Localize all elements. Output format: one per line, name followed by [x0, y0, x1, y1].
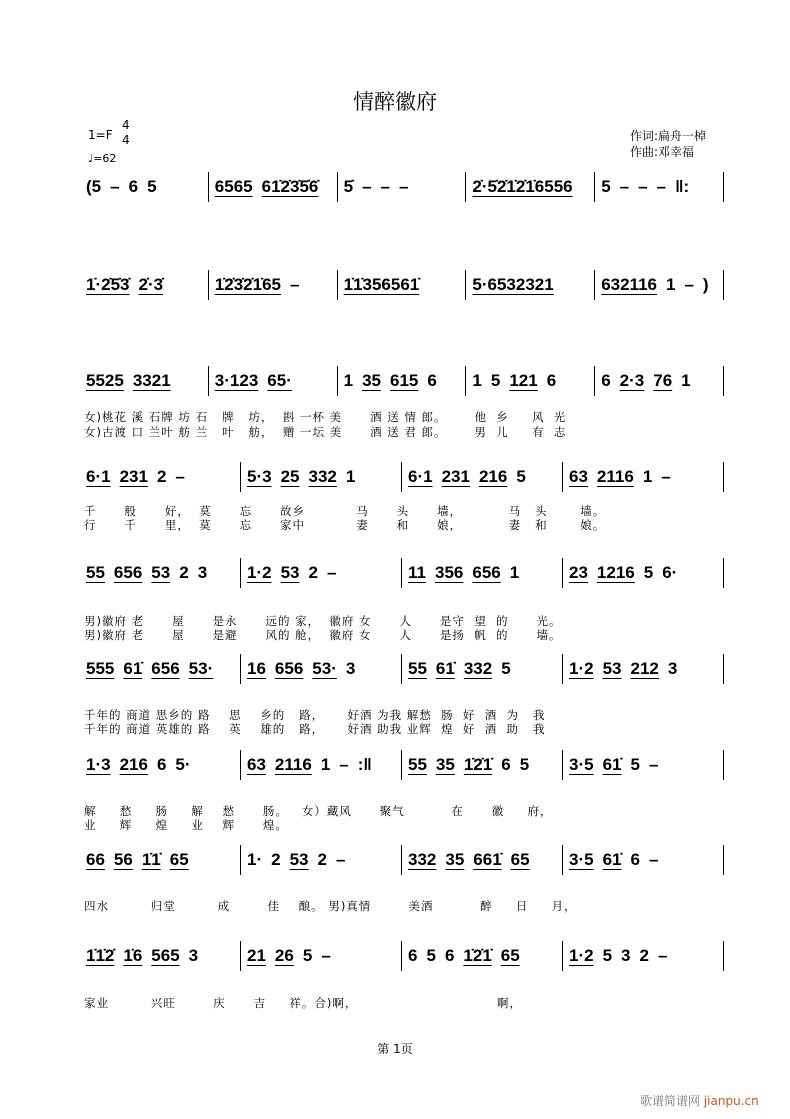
measure: [80, 462, 240, 492]
note-group: 1̇2̇1̇: [463, 755, 493, 774]
note-group: 5̇: [343, 177, 354, 196]
note-group: 53: [280, 563, 300, 582]
score-system: [80, 845, 728, 875]
measure: [594, 366, 723, 396]
score-system: [80, 941, 728, 971]
note-group: 5·3: [247, 467, 272, 486]
note-group: 53·: [188, 659, 214, 678]
note-group: 2·3: [619, 371, 645, 390]
note-group: 65·: [267, 371, 292, 390]
note-group: 1̇2̇1̇: [463, 946, 492, 965]
note-group: 6: [501, 755, 511, 774]
lyric-line: 解 愁 肠 解 愁 肠。 女）藏风 聚气 在 徽 府，: [84, 804, 553, 818]
note-group: –: [619, 177, 630, 196]
note-group: 5: [630, 755, 640, 774]
score-system: [80, 558, 728, 588]
note-group: 332: [308, 467, 337, 486]
note-group: 6: [427, 371, 437, 390]
measure: [240, 750, 401, 780]
barline: [723, 941, 728, 971]
note-group: 5: [601, 177, 611, 196]
measure: [465, 366, 594, 396]
note-group: 2: [308, 563, 318, 582]
time-top: 4: [122, 118, 130, 132]
note-group: 5: [602, 946, 613, 965]
barline: [723, 172, 728, 202]
note-group: 212: [630, 659, 659, 678]
measure: [401, 750, 562, 780]
note-group: –: [661, 467, 671, 486]
note-group: –: [656, 177, 667, 196]
note-group: 656: [151, 659, 180, 678]
note-group: –: [648, 755, 659, 774]
lyric-line: 行 千 里， 莫 忘 家中 妻 和 娘， 妻 和 娘。: [84, 518, 606, 532]
note-group: 5: [302, 946, 313, 965]
note-group: –: [321, 946, 331, 965]
note-group: 35: [362, 371, 381, 390]
note-group: 6·: [662, 563, 678, 582]
note-group: 3·5: [569, 755, 594, 774]
watermark-url: jianpu.cn: [703, 1094, 759, 1108]
score-system: [80, 172, 728, 202]
note-group: 5: [643, 563, 654, 582]
note-group: 5: [516, 467, 526, 486]
note-group: 2: [271, 850, 281, 869]
lyric-line: 千年的 商道 英雄的 路 英 雄的 路， 好酒 助我 业辉 煌 好 酒 助 我: [84, 722, 546, 736]
note-group: 16: [247, 659, 266, 678]
note-group: 3·5: [569, 850, 594, 869]
note-group: 53: [602, 659, 622, 678]
note-group: 76: [653, 371, 673, 390]
measure: [401, 558, 562, 588]
note-group: –: [399, 177, 409, 196]
note-group: 61̇: [602, 755, 622, 774]
measure: [562, 462, 723, 492]
measure: [562, 845, 723, 875]
note-group: 656: [274, 659, 304, 678]
note-group: 61̇: [435, 659, 455, 678]
note-group: 1: [343, 371, 354, 390]
watermark-text: 歌谱简谱网: [640, 1094, 701, 1108]
score-system: [80, 462, 728, 492]
note-group: 11: [408, 563, 426, 582]
measure: [337, 270, 466, 300]
note-group: 5: [426, 946, 436, 965]
note-group: 63: [569, 467, 588, 486]
measure: [562, 941, 723, 971]
note-group: 61̇2̇3̇5̇6̇: [261, 177, 319, 196]
note-group: 35: [435, 755, 455, 774]
note-group: 3·123: [214, 371, 259, 390]
measure: [465, 270, 594, 300]
measure: [594, 270, 723, 300]
note-group: –: [326, 563, 337, 582]
note-group: 216: [478, 467, 508, 486]
note-group: 1·2: [247, 563, 272, 582]
note-group: 2116: [274, 755, 312, 774]
barline: [723, 750, 728, 780]
note-group: 6: [444, 946, 455, 965]
note-group: 61̇: [602, 850, 622, 869]
lyric-line: 女)古渡 口 兰叶 舫 兰 叶 舫， 赠 一坛 美 酒 送 君 郎。 男 儿 有 志: [84, 425, 567, 439]
note-group: 3321: [132, 371, 171, 390]
note-group: 53: [151, 563, 171, 582]
note-group: 1: [681, 371, 691, 390]
measure: [594, 172, 723, 202]
note-group: 55: [86, 563, 105, 582]
note-group: 3: [197, 563, 208, 582]
note-group: 65: [169, 850, 189, 869]
note-group: 565: [151, 946, 180, 965]
note-group: –: [684, 275, 694, 294]
note-group: 5·: [175, 755, 191, 774]
measure: [562, 558, 723, 588]
note-group: 615: [389, 371, 419, 390]
note-group: 6: [630, 850, 640, 869]
barline: [723, 845, 728, 875]
note-group: 1̇1̇2̇: [86, 946, 115, 965]
note-group: 1: [665, 275, 676, 294]
note-group: 1·2: [569, 659, 594, 678]
lyric-line: 男)徽府 老 屋 是永 远的 家， 徽府 女 人 是守 望 的 光。: [84, 614, 562, 628]
measure: [80, 845, 240, 875]
barline: [723, 462, 728, 492]
measure: [80, 750, 240, 780]
note-group: 23: [569, 563, 588, 582]
note-group: –: [289, 275, 300, 294]
note-group: 121: [509, 371, 538, 390]
note-group: 55: [408, 659, 427, 678]
credits: [630, 128, 706, 160]
measure: [80, 558, 240, 588]
note-group: (5: [86, 177, 102, 196]
measure: [208, 172, 337, 202]
note-group: 231: [119, 467, 148, 486]
watermark: [640, 1092, 759, 1109]
measure: [240, 558, 401, 588]
measure: [337, 366, 466, 396]
measure: [401, 845, 562, 875]
lyric-line: 家业 兴旺 庆 吉 祥。合)啊， 啊，: [84, 996, 523, 1010]
lyric-line: 千年的 商道 思乡的 路 思 乡的 路， 好酒 为我 解愁 肠 好 酒 为 我: [84, 708, 546, 722]
note-group: 6: [408, 946, 418, 965]
note-group: 6·1: [86, 467, 111, 486]
note-group: 1: [320, 755, 331, 774]
note-group: –: [110, 177, 120, 196]
note-group: 6565: [214, 177, 253, 196]
note-group: 35: [445, 850, 465, 869]
lyric-line: 女)桃花 溪 石牌 坊 石 牌 坊， 斟 一杯 美 酒 送 情 郎。 他 乡 风 光: [84, 410, 567, 424]
score-system: [80, 366, 728, 396]
note-group: 1: [345, 467, 356, 486]
note-group: 1·2: [569, 946, 594, 965]
note-group: 5: [490, 371, 501, 390]
note-group: –: [335, 850, 346, 869]
note-group: –: [362, 177, 372, 196]
measure: [80, 366, 208, 396]
measure: [401, 654, 562, 684]
measure: [337, 172, 466, 202]
note-group: 5: [147, 177, 157, 196]
note-group: –: [380, 177, 390, 196]
note-group: 26: [274, 946, 294, 965]
score-system: [80, 654, 728, 684]
note-group: 555: [86, 659, 115, 678]
note-group: 332: [408, 850, 437, 869]
note-group: 25: [280, 467, 300, 486]
note-group: 632116: [601, 275, 657, 294]
note-group: 3: [188, 946, 199, 965]
measure: [562, 750, 723, 780]
note-group: 53·: [312, 659, 337, 678]
lyricist: 作词:扁舟一棹: [630, 129, 707, 143]
time-bottom: 4: [122, 133, 130, 147]
note-group: 1: [642, 467, 653, 486]
note-group: 216: [119, 755, 148, 774]
note-group: 2: [317, 850, 327, 869]
score-system: [80, 750, 728, 780]
note-group: ): [702, 275, 709, 294]
note-group: 3: [667, 659, 678, 678]
note-group: 61̇: [123, 659, 143, 678]
note-group: 65: [510, 850, 530, 869]
note-group: 5: [519, 755, 530, 774]
note-group: –: [648, 850, 659, 869]
barline: [723, 654, 728, 684]
note-group: 6: [601, 371, 611, 390]
note-group: 1·: [247, 850, 263, 869]
measure: [80, 270, 208, 300]
note-group: 656: [113, 563, 143, 582]
note-group: 2̇·5̇2̇1̇2̇1̇6556: [472, 177, 573, 196]
note-group: 6: [156, 755, 167, 774]
lyric-line: 千 般 好， 莫 忘 故乡 马 头 墙， 马 头 墙。: [84, 504, 606, 518]
note-group: 5525: [86, 371, 124, 390]
note-group: 66: [86, 850, 105, 869]
note-group: 231: [441, 467, 470, 486]
note-group: 6: [128, 177, 139, 196]
tempo-marking: ♩=62: [88, 152, 117, 165]
note-group: 3: [621, 946, 631, 965]
note-group: 1̇2̇3̇2̇1̇65: [214, 275, 281, 294]
measure: [401, 941, 562, 971]
note-group: 356: [434, 563, 464, 582]
note-group: 5: [501, 659, 511, 678]
lyric-line: 四水 归堂 成 佳 酿。 男)真情 美酒 醉 日 月，: [84, 899, 577, 913]
note-group: 1: [472, 371, 482, 390]
composer: 作曲:邓幸福: [630, 145, 695, 159]
note-group: –: [339, 755, 349, 774]
barline: [723, 366, 728, 396]
measure: [208, 270, 337, 300]
barline: [723, 270, 728, 300]
measure: [240, 462, 401, 492]
lyric-line: 业 辉 煌 业 辉 煌。: [84, 818, 288, 832]
score-system: [80, 270, 728, 300]
note-group: :‖: [357, 755, 372, 774]
note-group: 2116: [596, 467, 634, 486]
song-title: 情醉徽府: [353, 90, 437, 114]
time-signature: [122, 118, 130, 148]
measure: [240, 654, 401, 684]
note-group: 21: [247, 946, 266, 965]
measure: [240, 941, 401, 971]
note-group: 1216: [596, 563, 635, 582]
note-group: 56: [113, 850, 133, 869]
note-group: 1̇1̇356561̇: [343, 275, 420, 294]
note-group: 3: [345, 659, 356, 678]
note-group: 1̇1̇: [141, 850, 161, 869]
note-group: 2: [156, 467, 167, 486]
note-group: 63: [247, 755, 266, 774]
measure: [208, 366, 337, 396]
key-signature: 1=F: [88, 128, 113, 142]
measure: [80, 172, 208, 202]
measure: [80, 654, 240, 684]
note-group: ‖:: [675, 177, 690, 196]
note-group: 1·3: [86, 755, 111, 774]
measure: [80, 941, 240, 971]
note-group: –: [657, 946, 668, 965]
note-group: 1̇6: [123, 946, 143, 965]
measure: [465, 172, 594, 202]
note-group: 661̇: [473, 850, 502, 869]
note-group: 65: [500, 946, 520, 965]
note-group: 332: [463, 659, 493, 678]
note-group: 5·6532321: [472, 275, 554, 294]
measure: [562, 654, 723, 684]
note-group: 1: [509, 563, 520, 582]
page-number: 第 1页: [377, 1042, 413, 1056]
note-group: 53: [289, 850, 309, 869]
note-group: –: [638, 177, 648, 196]
barline: [723, 558, 728, 588]
note-group: 55: [408, 755, 427, 774]
lyric-line: 男)徽府 老 屋 是避 风的 舱， 徽府 女 人 是扬 帆 的 墙。: [84, 628, 562, 642]
note-group: 2̇·3̇: [138, 275, 164, 294]
note-group: –: [175, 467, 185, 486]
measure: [401, 462, 562, 492]
note-group: 2: [639, 946, 649, 965]
note-group: 1̇·2̇5̇3̇: [86, 275, 130, 294]
measure: [240, 845, 401, 875]
note-group: 6: [546, 371, 557, 390]
note-group: 2: [179, 563, 189, 582]
note-group: 6·1: [408, 467, 433, 486]
note-group: 656: [472, 563, 501, 582]
